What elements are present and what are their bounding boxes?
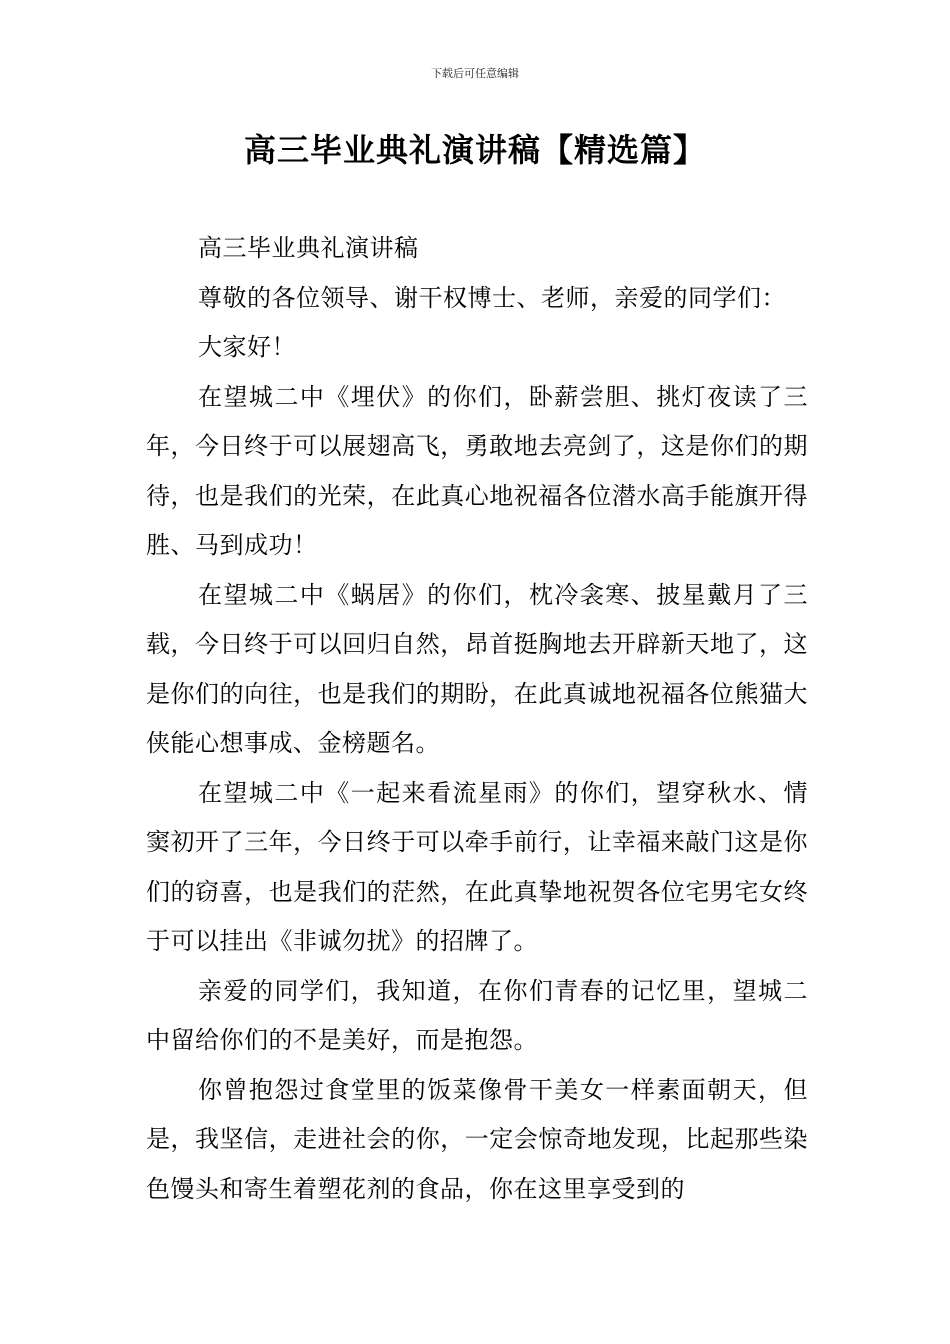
document-title: 高三毕业典礼演讲稿【精选篇】 [243,131,706,169]
paragraph: 在望城二中《一起来看流星雨》的你们，望穿秋水、情窦初开了三年，今日终于可以牵手前行，让幸福来敲门这是你们的窃喜，也是我们的茫然，在此真挚地祝贺各位宅男宅女终于可以挂出《非诚勿扰》的招牌了。 [146,778,808,955]
header-note: 下载后可任意编辑 [431,67,519,80]
paragraph: 在望城二中《蜗居》的你们，枕冷衾寒、披星戴月了三载，今日终于可以回归自然，昂首挺胸地去开辟新天地了，这是你们的向往，也是我们的期盼，在此真诚地祝福各位熊猫大侠能心想事成、金榜题名。 [146,580,808,757]
paragraph: 在望城二中《埋伏》的你们，卧薪尝胆、挑灯夜读了三年，今日终于可以展翅高飞，勇敢地去亮剑了，这是你们的期待，也是我们的光荣，在此真心地祝福各位潜水高手能旗开得胜、马到成功！ [146,382,808,559]
paragraph: 亲爱的同学们，我知道，在你们青春的记忆里，望城二中留给你们的不是美好，而是抱怨。 [146,976,808,1054]
paragraph: 你曾抱怨过食堂里的饭菜像骨干美女一样素面朝天，但是，我坚信，走进社会的你，一定会惊奇地发现，比起那些染色馒头和寄生着塑花剂的食品，你在这里享受到的 [146,1075,808,1203]
paragraph-subtitle: 高三毕业典礼演讲稿 [198,234,419,262]
paragraph-greeting: 大家好！ [198,333,296,361]
document-body [146,224,808,1214]
paragraph-salutation: 尊敬的各位领导、谢干权博士、老师，亲爱的同学们： [198,283,786,312]
